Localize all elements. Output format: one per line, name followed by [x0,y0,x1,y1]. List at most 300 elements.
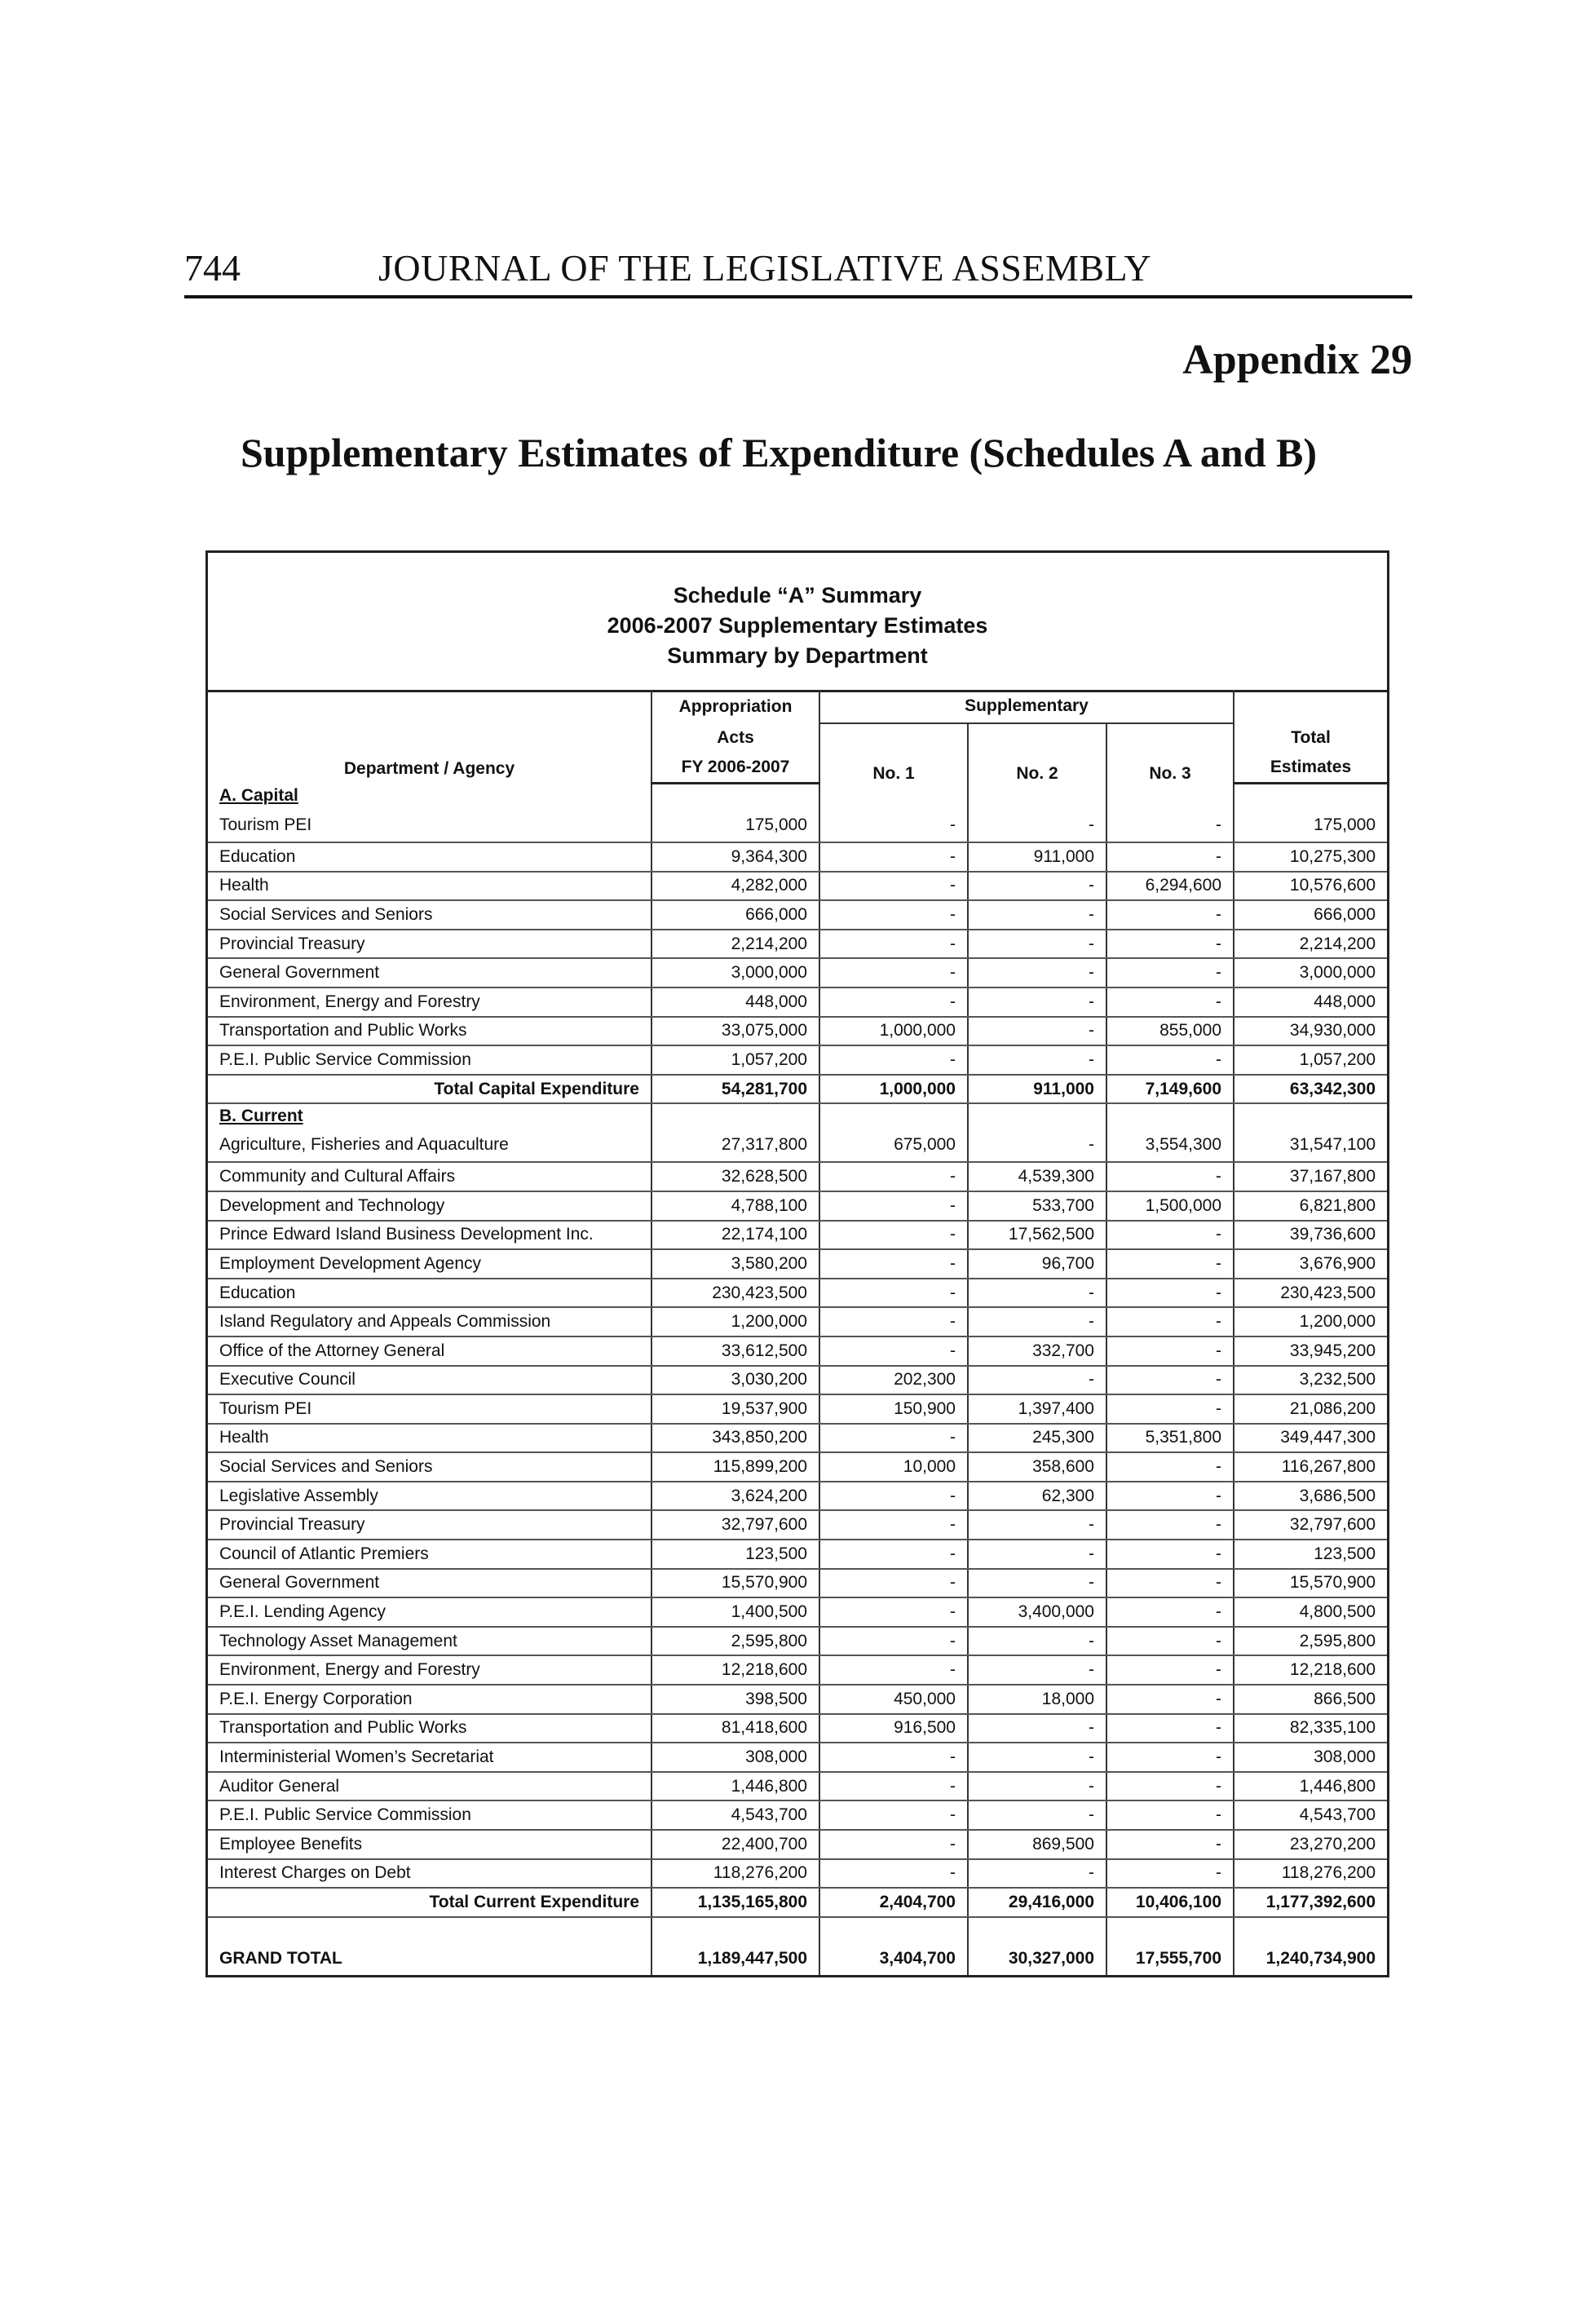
supplementary-no1-value: - [819,1221,968,1250]
total-estimates-value: 10,275,300 [1234,842,1387,872]
supplementary-no2-value: - [968,809,1106,842]
supplementary-no2-value: 18,000 [968,1685,1106,1714]
table-row [208,1772,1387,1801]
supplementary-no2-value: - [968,1045,1106,1075]
appropriation-value: 4,282,000 [651,872,819,901]
supplementary-no1-value: - [819,1830,968,1859]
appropriation-value: 4,788,100 [651,1191,819,1221]
total-estimates-value: 23,270,200 [1234,1830,1387,1859]
supplementary-no1-value: - [819,872,968,901]
empty-cell [651,784,819,810]
appropriation-value: 1,400,500 [651,1597,819,1627]
appropriation-value: 666,000 [651,900,819,930]
table-row [208,842,1387,872]
table-row [208,1045,1387,1075]
appropriation-value: 22,174,100 [651,1221,819,1250]
header-acts: Acts [651,723,819,753]
department-name: Education [208,1279,651,1308]
appropriation-value: 123,500 [651,1540,819,1569]
supplementary-no1-value: - [819,958,968,987]
table-row [208,1655,1387,1685]
total-estimates-value: 349,447,300 [1234,1424,1387,1453]
department-name: Executive Council [208,1366,651,1395]
supplementary-no1-value: - [819,930,968,959]
supplementary-no1-value: - [819,1191,968,1221]
empty-cell [819,1917,968,1942]
empty-cell [968,1103,1106,1129]
supplementary-no3-value: - [1106,930,1234,959]
supplementary-no2-value: - [968,1714,1106,1743]
supplementary-no2-value: 29,416,000 [968,1888,1106,1917]
table-row [208,1627,1387,1656]
supplementary-no1-value: - [819,1424,968,1453]
supplementary-no3-value: - [1106,1394,1234,1424]
supplementary-no1-value: 450,000 [819,1685,968,1714]
supplementary-no1-value: 10,000 [819,1452,968,1482]
supplementary-no2-value: - [968,958,1106,987]
supplementary-no2-value: 332,700 [968,1337,1106,1366]
table-row [208,1482,1387,1511]
appropriation-value: 230,423,500 [651,1279,819,1308]
department-name: Social Services and Seniors [208,1452,651,1482]
table-row [208,900,1387,930]
empty-cell [651,1103,819,1129]
department-name: Provincial Treasury [208,1510,651,1540]
supplementary-no2-value: - [968,1017,1106,1046]
supplementary-no1-value: - [819,1162,968,1191]
supplementary-no3-value: - [1106,1366,1234,1395]
supplementary-no2-value: - [968,1510,1106,1540]
department-name: Office of the Attorney General [208,1337,651,1366]
table-row [208,1800,1387,1830]
document-title: Supplementary Estimates of Expenditure (Schedules A and B) [240,430,1318,475]
table-row [208,1307,1387,1337]
department-name: Auditor General [208,1772,651,1801]
total-estimates-value: 15,570,900 [1234,1569,1387,1598]
supplementary-no3-value: - [1106,1627,1234,1656]
supplementary-no2-value: 358,600 [968,1452,1106,1482]
table-row [208,1366,1387,1395]
supplementary-no3-value: - [1106,809,1234,842]
appropriation-value: 1,057,200 [651,1045,819,1075]
supplementary-no3-value: - [1106,1685,1234,1714]
appropriation-value: 448,000 [651,987,819,1017]
total-estimates-value: 63,342,300 [1234,1075,1387,1104]
schedule-header [208,553,1387,692]
total-estimates-value: 1,200,000 [1234,1307,1387,1337]
grand-total-row [208,1942,1387,1975]
supplementary-no3-value: 5,351,800 [1106,1424,1234,1453]
table-row [208,1221,1387,1250]
supplementary-no1-value: - [819,1569,968,1598]
total-estimates-value: 175,000 [1234,809,1387,842]
total-row [208,1075,1387,1104]
supplementary-no3-value: - [1106,1249,1234,1279]
total-estimates-value: 308,000 [1234,1743,1387,1772]
total-estimates-value: 32,797,600 [1234,1510,1387,1540]
department-name: P.E.I. Lending Agency [208,1597,651,1627]
total-estimates-value: 1,240,734,900 [1265,1948,1376,1968]
supplementary-no3-value: - [1106,1221,1234,1250]
supplementary-no2-value: - [968,1129,1106,1162]
department-name: Island Regulatory and Appeals Commission [208,1307,651,1337]
total-estimates-value: 4,800,500 [1234,1597,1387,1627]
department-name: GRAND TOTAL [208,1942,651,1975]
supplementary-no3-value: 3,554,300 [1106,1129,1234,1162]
supplementary-no1-value: 675,000 [819,1129,968,1162]
supplementary-no1-value: 1,000,000 [819,1017,968,1046]
table-row [208,1510,1387,1540]
total-estimates-value: 4,543,700 [1234,1800,1387,1830]
supplementary-no2-value: - [968,1800,1106,1830]
total-estimates-value: 3,000,000 [1234,958,1387,987]
appendix-label: Appendix 29 [1182,337,1412,383]
supplementary-no3-value: - [1106,987,1234,1017]
supplementary-no3-value: 6,294,600 [1106,872,1234,901]
total-estimates-value: 34,930,000 [1234,1017,1387,1046]
schedule-subtitle-2: Summary by Department [667,643,928,668]
empty-cell [1106,784,1234,810]
supplementary-no2-value: - [968,1655,1106,1685]
appropriation-value: 343,850,200 [651,1424,819,1453]
total-estimates-value: 116,267,800 [1234,1452,1387,1482]
supplementary-no3-value: - [1106,1510,1234,1540]
department-name: Interest Charges on Debt [208,1859,651,1889]
table-row [208,872,1387,901]
appropriation-value: 12,218,600 [651,1655,819,1685]
table-row [208,1017,1387,1046]
appropriation-value: 32,797,600 [651,1510,819,1540]
table-row [208,1279,1387,1308]
section-row [208,784,1387,810]
appropriation-value: 2,595,800 [651,1627,819,1656]
department-name: General Government [208,958,651,987]
appropriation-value: 175,000 [651,809,819,842]
total-estimates-value: 39,736,600 [1234,1221,1387,1250]
supplementary-no3-value: - [1106,1743,1234,1772]
supplementary-no2-value: 4,539,300 [968,1162,1106,1191]
appropriation-value: 3,030,200 [651,1366,819,1395]
supplementary-no3-value: - [1106,1045,1234,1075]
supplementary-no1-value: - [819,1510,968,1540]
supplementary-no1-value: 3,404,700 [819,1942,968,1975]
empty-cell [208,1917,651,1942]
supplementary-no3-value: - [1106,1859,1234,1889]
supplementary-no1-value: - [819,1279,968,1308]
supplementary-no3-value: 1,500,000 [1106,1191,1234,1221]
department-name: Tourism PEI [208,809,651,842]
supplementary-no2-value: - [968,1772,1106,1801]
total-estimates-value: 1,177,392,600 [1234,1888,1387,1917]
table-body [208,784,1387,1975]
supplementary-no1-value: - [819,1249,968,1279]
appropriation-value: 22,400,700 [651,1830,819,1859]
table-row [208,1191,1387,1221]
section-label: A. Capital [208,784,651,810]
table-row [208,1830,1387,1859]
supplementary-no3-value: - [1106,1655,1234,1685]
total-estimates-value: 3,232,500 [1234,1366,1387,1395]
header-no2: No. 2 [968,723,1106,784]
empty-cell [968,784,1106,810]
table-row [208,958,1387,987]
department-name: P.E.I. Public Service Commission [208,1045,651,1075]
header-total-blank [1234,690,1387,723]
supplementary-no2-value: - [968,930,1106,959]
appropriation-value: 3,000,000 [651,958,819,987]
table-row [208,809,1387,842]
appropriation-value: 33,075,000 [651,1017,819,1046]
department-name: Community and Cultural Affairs [208,1162,651,1191]
appropriation-value: 27,317,800 [651,1129,819,1162]
header-no3: No. 3 [1106,723,1234,784]
appropriation-value: 1,135,165,800 [651,1888,819,1917]
header-department: Department / Agency [208,690,651,784]
header-no1: No. 1 [819,723,968,784]
appropriation-value: 118,276,200 [651,1859,819,1889]
total-estimates-value: 118,276,200 [1234,1859,1387,1889]
department-name: Prince Edward Island Business Development Inc. [208,1221,651,1250]
total-estimates-value: 123,500 [1234,1540,1387,1569]
empty-cell [1234,1103,1387,1129]
supplementary-no2-value: 869,500 [968,1830,1106,1859]
department-name: P.E.I. Public Service Commission [208,1800,651,1830]
supplementary-no2-value: 62,300 [968,1482,1106,1511]
total-estimates-value: 3,676,900 [1234,1249,1387,1279]
department-name: Employee Benefits [208,1830,651,1859]
empty-cell [968,1917,1106,1942]
appropriation-value: 19,537,900 [651,1394,819,1424]
empty-cell [1234,784,1387,810]
total-estimates-value: 10,576,600 [1234,872,1387,901]
appropriation-value: 3,624,200 [651,1482,819,1511]
empty-cell [819,1103,968,1129]
page-number: 744 [184,247,241,289]
total-estimates-value: 866,500 [1234,1685,1387,1714]
department-name: Technology Asset Management [208,1627,651,1656]
table-row [208,1685,1387,1714]
appropriation-value: 1,446,800 [651,1772,819,1801]
supplementary-no2-value: 245,300 [968,1424,1106,1453]
total-estimates-value: 448,000 [1234,987,1387,1017]
department-name: Council of Atlantic Premiers [208,1540,651,1569]
supplementary-no2-value: - [968,1540,1106,1569]
table-row [208,1569,1387,1598]
spacer-row [208,1917,1387,1942]
supplementary-no1-value: 202,300 [819,1366,968,1395]
supplementary-no1-value: 916,500 [819,1714,968,1743]
supplementary-no1-value: - [819,1597,968,1627]
total-estimates-value: 37,167,800 [1234,1162,1387,1191]
summary-table [208,690,1387,1975]
table-row [208,1424,1387,1453]
supplementary-no1-value: - [819,1540,968,1569]
table-row [208,1743,1387,1772]
department-name: Education [208,842,651,872]
supplementary-no1-value: 2,404,700 [819,1888,968,1917]
running-head [184,245,1412,298]
schedule-subtitle: 2006-2007 Supplementary Estimates [607,613,988,638]
supplementary-no3-value: - [1106,1569,1234,1598]
supplementary-no3-value: - [1106,900,1234,930]
supplementary-no2-value: 911,000 [968,1075,1106,1104]
table-row [208,1249,1387,1279]
supplementary-no2-value: - [968,900,1106,930]
supplementary-no3-value: - [1106,842,1234,872]
supplementary-no2-value: - [968,1569,1106,1598]
supplementary-no3-value: - [1106,1830,1234,1859]
total-estimates-value: 21,086,200 [1234,1394,1387,1424]
supplementary-no2-value: 17,562,500 [968,1221,1106,1250]
supplementary-no2-value: - [968,1743,1106,1772]
table-row [208,1714,1387,1743]
department-name: Agriculture, Fisheries and Aquaculture [208,1129,651,1162]
supplementary-no3-value: - [1106,1597,1234,1627]
total-estimates-value: 33,945,200 [1234,1337,1387,1366]
department-name: Environment, Energy and Forestry [208,1655,651,1685]
appropriation-value: 32,628,500 [651,1162,819,1191]
table-row [208,1394,1387,1424]
header-estimates: Estimates [1234,753,1387,784]
supplementary-no2-value: 1,397,400 [968,1394,1106,1424]
department-name: P.E.I. Energy Corporation [208,1685,651,1714]
supplementary-no1-value: - [819,1045,968,1075]
supplementary-no1-value: 1,000,000 [819,1075,968,1104]
supplementary-no2-value: 911,000 [968,842,1106,872]
supplementary-no3-value: - [1106,1452,1234,1482]
supplementary-no3-value: - [1106,1307,1234,1337]
appropriation-value: 33,612,500 [651,1337,819,1366]
total-estimates-value: 230,423,500 [1234,1279,1387,1308]
table-row [208,1452,1387,1482]
table-row [208,987,1387,1017]
supplementary-no2-value: - [968,872,1106,901]
department-name: Total Capital Expenditure [208,1075,651,1104]
schedule-title: Schedule “A” Summary [673,583,922,608]
appropriation-value: 4,543,700 [651,1800,819,1830]
appropriation-value: 3,580,200 [651,1249,819,1279]
empty-cell [651,1917,819,1942]
table-row [208,1337,1387,1366]
supplementary-no1-value: - [819,1627,968,1656]
supplementary-no1-value: - [819,1337,968,1366]
department-name: Health [208,872,651,901]
appropriation-value: 1,189,447,500 [651,1942,819,1975]
appropriation-value: 9,364,300 [651,842,819,872]
appropriation-value: 2,214,200 [651,930,819,959]
total-estimates-value: 3,686,500 [1234,1482,1387,1511]
supplementary-no2-value: 96,700 [968,1249,1106,1279]
empty-cell [819,784,968,810]
department-name: Employment Development Agency [208,1249,651,1279]
supplementary-no3-value: 855,000 [1106,1017,1234,1046]
department-name: Health [208,1424,651,1453]
supplementary-no1-value: - [819,987,968,1017]
supplementary-no3-value: - [1106,1772,1234,1801]
department-name: Total Current Expenditure [208,1888,651,1917]
supplementary-no2-value: - [968,1627,1106,1656]
total-estimates-value: 6,821,800 [1234,1191,1387,1221]
supplementary-no1-value: - [819,1743,968,1772]
appropriation-value: 81,418,600 [651,1714,819,1743]
supplementary-no1-value: - [819,1482,968,1511]
total-estimates-value: 2,595,800 [1234,1627,1387,1656]
header-appropriation: Appropriation [651,690,819,723]
supplementary-no1-value: 150,900 [819,1394,968,1424]
department-name: Provincial Treasury [208,930,651,959]
supplementary-no1-value: - [819,1800,968,1830]
journal-title: JOURNAL OF THE LEGISLATIVE ASSEMBLY [378,247,1152,289]
total-estimates-value: 12,218,600 [1234,1655,1387,1685]
header-supplementary: Supplementary [819,690,1234,723]
appropriation-value: 115,899,200 [651,1452,819,1482]
supplementary-no1-value: - [819,809,968,842]
supplementary-no1-value: - [819,1307,968,1337]
supplementary-no2-value: 533,700 [968,1191,1106,1221]
supplementary-no3-value: - [1106,1800,1234,1830]
total-estimates-value: 31,547,100 [1234,1129,1387,1162]
department-name: General Government [208,1569,651,1598]
supplementary-no1-value: - [819,1655,968,1685]
appropriation-value: 54,281,700 [651,1075,819,1104]
department-name: Legislative Assembly [208,1482,651,1511]
schedule-a-summary [205,550,1389,1977]
supplementary-no2-value: - [968,1366,1106,1395]
section-label: B. Current [208,1103,651,1129]
supplementary-no2-value: - [968,1279,1106,1308]
supplementary-no1-value: - [819,1772,968,1801]
table-row [208,1540,1387,1569]
appropriation-value: 1,200,000 [651,1307,819,1337]
table-row [208,1129,1387,1162]
total-estimates-value: 666,000 [1234,900,1387,930]
empty-cell [1106,1917,1234,1942]
table-row [208,1597,1387,1627]
empty-cell [1234,1917,1387,1942]
supplementary-no3-value: - [1106,1482,1234,1511]
appropriation-value: 398,500 [651,1685,819,1714]
department-name: Social Services and Seniors [208,900,651,930]
department-name: Tourism PEI [208,1394,651,1424]
supplementary-no2-value: - [968,1307,1106,1337]
supplementary-no3-value: 10,406,100 [1106,1888,1234,1917]
supplementary-no1-value: - [819,842,968,872]
supplementary-no3-value: - [1106,1337,1234,1366]
header-fiscal-year: FY 2006-2007 [651,753,819,784]
total-row [208,1888,1387,1917]
table-row [208,1859,1387,1889]
total-estimates-value: 1,446,800 [1234,1772,1387,1801]
supplementary-no3-value: - [1106,1714,1234,1743]
department-name: Transportation and Public Works [208,1017,651,1046]
empty-cell [1106,1103,1234,1129]
header-total: Total [1291,728,1331,747]
section-row [208,1103,1387,1129]
department-name: Interministerial Women’s Secretariat [208,1743,651,1772]
appropriation-value: 308,000 [651,1743,819,1772]
department-name: Transportation and Public Works [208,1714,651,1743]
total-estimates-value: 2,214,200 [1234,930,1387,959]
department-name: Development and Technology [208,1191,651,1221]
total-estimates-value: 82,335,100 [1234,1714,1387,1743]
supplementary-no3-value: 7,149,600 [1106,1075,1234,1104]
table-row [208,930,1387,959]
supplementary-no2-value: - [968,987,1106,1017]
table-row [208,1162,1387,1191]
total-estimates-value: 1,057,200 [1234,1045,1387,1075]
supplementary-no1-value: - [819,1859,968,1889]
appropriation-value: 15,570,900 [651,1569,819,1598]
